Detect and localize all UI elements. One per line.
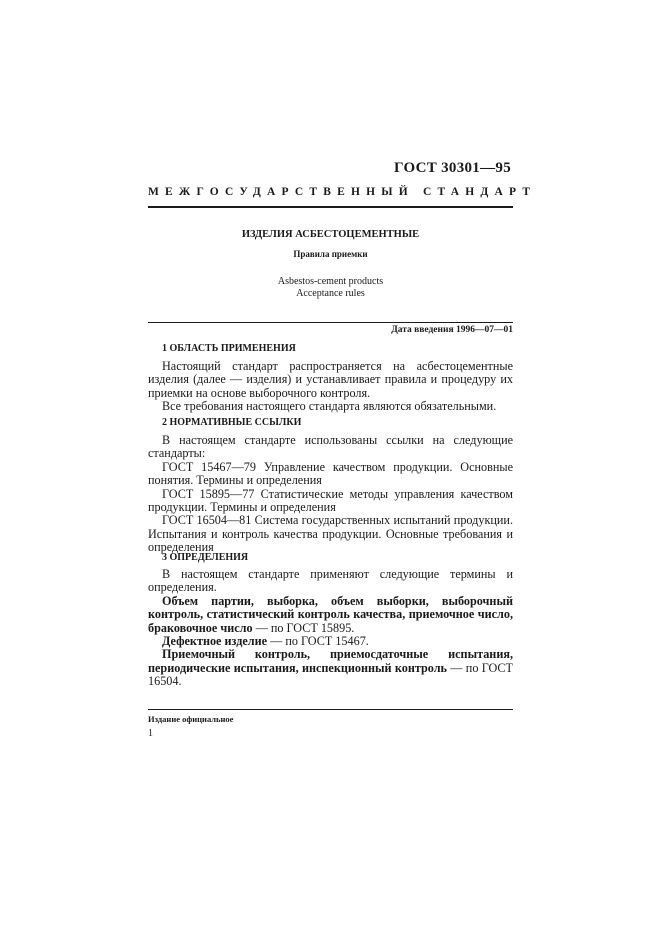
english-title-line-2: Acceptance rules bbox=[296, 288, 365, 299]
section-2-heading: 2 НОРМАТИВНЫЕ ССЫЛКИ bbox=[162, 417, 302, 428]
section-3-paragraph-1: В настоящем стандарте применяют следующие термины и определения. bbox=[148, 567, 513, 595]
footer-divider bbox=[148, 709, 513, 710]
english-title-line-1: Asbestos-cement products bbox=[277, 276, 384, 287]
section-1-paragraph-1: Настоящий стандарт распространяется на асбестоцементные изделия (далее — изделия) и устанавливает правила и процедуру их приемки на основе выборочного контроля. bbox=[148, 359, 513, 400]
definition-1-terms: Объем партии, выборка, объем выборки, выборочный контроль, статистический контроль качества, приемочное число, браковочное число bbox=[148, 593, 513, 635]
section-1-paragraph-2: Все требования настоящего стандарта являются обязательными. bbox=[162, 399, 497, 414]
definition-2-reference: — по ГОСТ 15467. bbox=[267, 634, 369, 649]
definition-1-reference: — по ГОСТ 15895. bbox=[252, 620, 355, 635]
page-number: 1 bbox=[148, 728, 153, 739]
section-2-reference-gost-15895: ГОСТ 15895—77 Статистические методы управления качеством продукции. Термины и определения bbox=[148, 486, 513, 515]
document-title: ИЗДЕЛИЯ АСБЕСТОЦЕМЕНТНЫЕ bbox=[241, 229, 420, 240]
section-2-reference-gost-16504: ГОСТ 16504—81 Система государственных испытаний продукции. Испытания и контроль качества продукции. Основные требования и определения bbox=[148, 513, 513, 555]
section-2-paragraph-1: В настоящем стандарте использованы ссылки на следующие стандарты: bbox=[148, 433, 513, 461]
section-3-definition-2 bbox=[148, 635, 513, 648]
section-3-definition-1 bbox=[148, 595, 513, 635]
standard-type-banner: МЕЖГОСУДАРСТВЕННЫЙ СТАНДАРТ bbox=[148, 186, 537, 198]
document-number: ГОСТ 30301—95 bbox=[393, 160, 511, 176]
english-title bbox=[148, 276, 513, 300]
section-2-reference-gost-15467: ГОСТ 15467—79 Управление качеством продукции. Основные понятия. Термины и определения bbox=[148, 459, 513, 488]
definition-2-terms: Дефектное изделие bbox=[162, 634, 268, 649]
section-2-body bbox=[148, 434, 513, 555]
definition-3-reference: — по ГОСТ 16504. bbox=[148, 660, 513, 689]
section-1-heading: 1 ОБЛАСТЬ ПРИМЕНЕНИЯ bbox=[162, 343, 296, 354]
definition-3-terms: Приемочный контроль, приемосдаточные испытания, периодические испытания, инспекционный контроль bbox=[148, 647, 513, 675]
section-3-heading: 3 ОПРЕДЕЛЕНИЯ bbox=[162, 552, 249, 563]
section-3-body bbox=[148, 568, 513, 689]
section-3-definition-3 bbox=[148, 648, 513, 688]
header-divider bbox=[148, 206, 513, 208]
introduction-date: Дата введения 1996—07—01 bbox=[391, 325, 513, 335]
section-1-body bbox=[148, 360, 513, 414]
edition-note: Издание официальное bbox=[148, 714, 234, 724]
title-divider bbox=[148, 322, 513, 323]
document-subtitle: Правила приемки bbox=[293, 249, 368, 259]
